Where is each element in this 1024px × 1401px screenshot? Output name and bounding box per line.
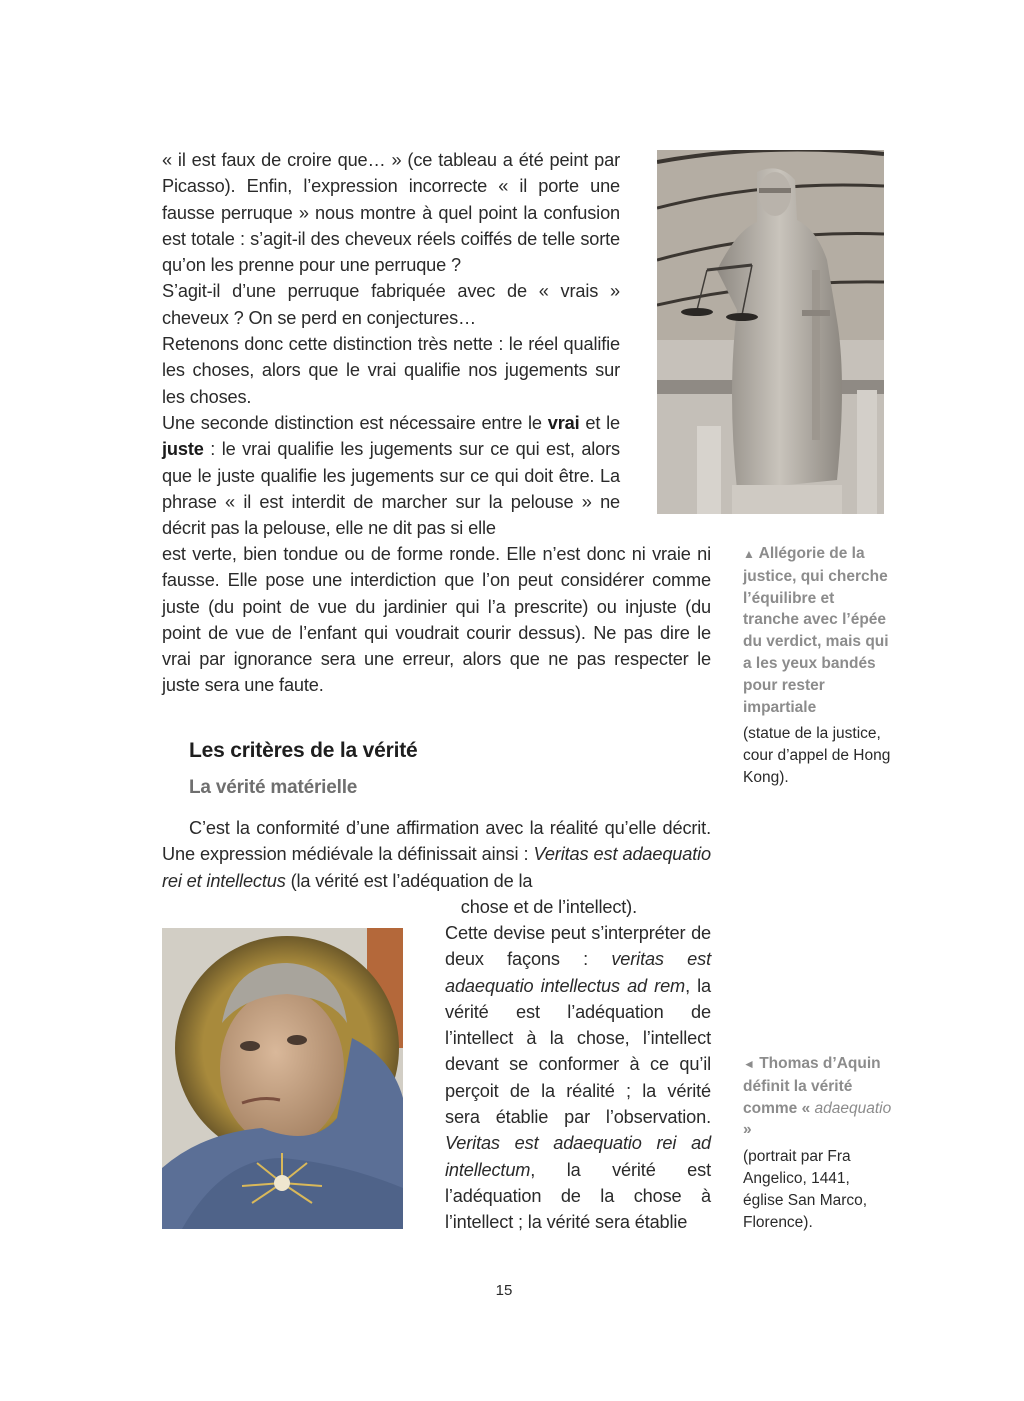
justice-statue-illustration — [657, 150, 884, 514]
section-heading: Les critères de la vérité — [189, 739, 418, 762]
paragraph-perruque: S’agit-il d’une perruque fabriquée avec de « vrais » cheveux ? On se perd en conjectures… — [162, 281, 620, 328]
latin-phrase-ad-rem: veritas est adaequatio intellectus ad rem — [445, 949, 711, 996]
paragraph-veritas-end: chose et de l’intellect). — [460, 896, 637, 917]
narrow-text-column — [445, 920, 711, 1236]
caption-latin: adaequatio — [814, 1099, 892, 1117]
term-vrai: vrai — [547, 412, 580, 433]
justice-statue-photo — [657, 150, 884, 514]
subsection-heading: La vérité matérielle — [189, 777, 358, 798]
intro-text — [162, 815, 711, 920]
paragraph-reel: Retenons donc cette distinction très nette : le réel qualifie les choses, alors que le vrai qualifie nos jugements sur les choses. — [162, 334, 620, 407]
caption-source: (statue de la justice, cour d’appel de Hong Kong). — [743, 725, 891, 786]
top-text-column — [162, 147, 620, 541]
triangle-left-icon: ◄ — [743, 1057, 755, 1071]
latin-phrase-ad-intellectum: Veritas est adaequatio rei ad intellectum — [445, 1133, 711, 1180]
paragraph-picasso: « il est faux de croire que… » (ce tableau a été peint par Picasso). Enfin, l’expression incorrecte « il porte une fausse perruque » nous montre à quel point la confusion est totale : s’agit-il des cheveux réels coiffés de telle sorte qu’on les prenne pour une perruque ? — [162, 150, 620, 276]
latin-phrase: Veritas est adaequatio rei et intellectus — [162, 844, 711, 891]
thomas-aquinas-portrait — [162, 928, 403, 1229]
caption-justice — [743, 543, 893, 789]
paragraph-veritas: C’est la conformité d’une affirmation avec la réalité qu’elle décrit. Une expression médiévale la définissait ainsi : Veritas est adaequatio rei et intellectus (la vérité est l’adéquation de la — [162, 818, 711, 891]
caption-text: Allégorie de la justice, qui cherche l’équilibre et tranche avec l’épée du verdict, mais qui a les yeux bandés pour rester impartiale — [743, 545, 889, 716]
caption-thomas: ◄ Thomas d’Aquin définit la vérité comme « adaequatio » (portrait par Fra Angelico, 1441, église San Marco, Florence). — [743, 1053, 893, 1233]
paragraph-pelouse: est verte, bien tondue ou de forme ronde. Elle n’est donc ni vraie ni fausse. Elle pose une interdiction que l’on peut considérer comme juste (du point de vue du jardinier qui l’a prescrite) ou injuste (du point de vue de l’enfant qui voudrait courir dessus). Ne pas dire le vrai par ignorance sera une erreur, alors que ne pas respecter le juste sera une faute. — [162, 544, 711, 696]
paragraph-vrai-juste: Une seconde distinction est nécessaire entre le vrai et le juste : le vrai qualifie les jugements sur ce qui est, alors que le juste qualifie les jugements sur ce qui doit être. La phrase « il est interdit de marcher sur la pelouse » ne décrit pas la pelouse, elle ne dit pas si elle — [162, 412, 620, 539]
paragraph-interpretation: Cette devise peut s’interpréter de deux façons : veritas est adaequatio intellectus ad rem, la vérité est l’adéquation de l’intellect à la chose, l’intellect devant se conformer à ce qu’il perçoit de la réalité ; la vérité sera établie par l’observation. Veritas est adaequatio rei ad intellectum, la vérité est l’adéquation de la chose à l’intellect ; la vérité sera établie — [445, 923, 711, 1233]
page-number: 15 — [495, 1282, 513, 1299]
triangle-up-icon: ▲ — [743, 547, 755, 561]
term-juste: juste — [162, 439, 204, 460]
wide-text-column — [162, 541, 711, 699]
portrait-illustration — [162, 928, 403, 1229]
caption-source: (portrait par Fra Angelico, 1441, église San Marco, Florence). — [743, 1148, 868, 1231]
